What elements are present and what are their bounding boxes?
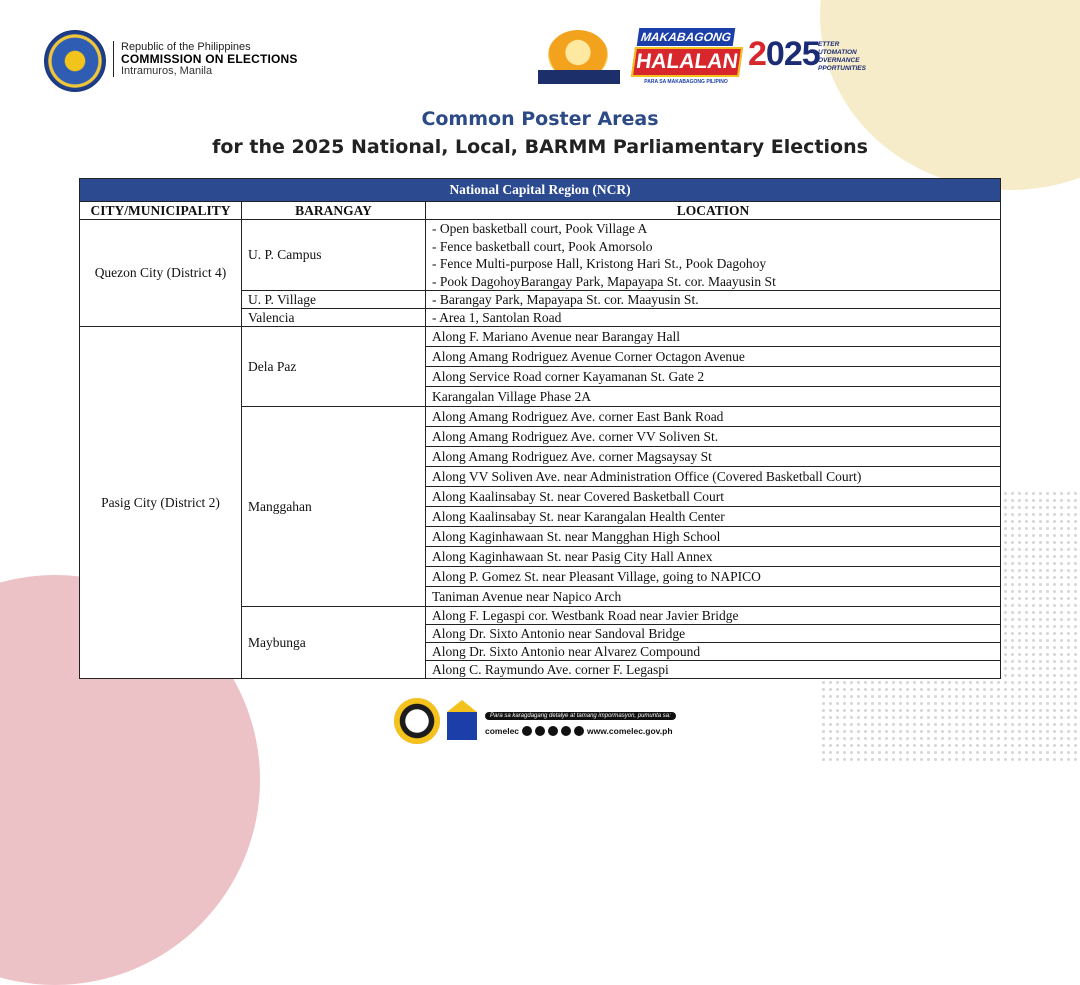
location-cell: Along Dr. Sixto Antonio near Sandoval Bridge [426,625,1001,643]
org-address: Intramuros, Manila [121,65,213,77]
poster-areas-table [79,178,1001,679]
halalan-logo-main: HALALAN [631,47,743,77]
location-cell: Karangalan Village Phase 2A [426,387,1001,407]
location-cell: - Area 1, Santolan Road [426,309,1001,327]
location-cell: Along Dr. Sixto Antonio near Alvarez Compound [426,643,1001,661]
region-header-row [80,179,1001,202]
region-title: National Capital Region (NCR) [80,179,1001,202]
halalan-logo-top: MAKABAGONG [637,28,736,46]
header-barangay: BARANGAY [242,202,426,220]
org-name: COMMISSION ON ELECTIONS [121,52,298,66]
location-cell: Along Amang Rodriguez Ave. corner Magsaysay St [426,447,1001,467]
location-line: - Fence basketball court, Pook Amorsolo [432,238,653,254]
barangay-cell: U. P. Village [242,291,426,309]
tiktok-icon[interactable] [561,726,571,736]
better-line-3: OVERNANCE [818,57,860,64]
location-cell: Along Service Road corner Kayamanan St. Gate 2 [426,367,1001,387]
location-cell: Along Amang Rodriguez Ave. corner VV Soliven St. [426,427,1001,447]
location-cell [426,220,1001,291]
city-cell: Quezon City (District 4) [80,220,242,327]
location-cell: Along Amang Rodriguez Avenue Corner Octagon Avenue [426,347,1001,367]
facebook-icon[interactable] [522,726,532,736]
better-line-2: UTOMATION [818,49,857,56]
location-line: - Open basketball court, Pook Village A [432,221,648,236]
year-digits-b: 025 [765,35,820,73]
instagram-icon[interactable] [548,726,558,736]
footer-note: Para sa karagdagang detalye at tamang impormasyon, pumunta sa: [485,712,676,720]
footer-handle: comelec [485,726,520,736]
org-country: Republic of the Philippines [121,41,251,53]
mascot-logo-icon [394,698,440,744]
footer-website[interactable]: www.comelec.gov.ph [587,726,673,736]
table-row [80,327,1001,347]
location-cell: Along Kaginhawaan St. near Pasig City Hall Annex [426,547,1001,567]
location-cell: Along VV Soliven Ave. near Administration Office (Covered Basketball Court) [426,467,1001,487]
election-2025-logo [748,36,820,72]
location-cell: Along Kaalinsabay St. near Karangalan Health Center [426,507,1001,527]
header-city: CITY/MUNICIPALITY [80,202,242,220]
footer-social [485,726,673,736]
city-cell: Pasig City (District 2) [80,327,242,679]
better-line-1: ETTER [818,41,840,48]
makabagong-halalan-logo [633,28,739,92]
bagong-pilipinas-logo-icon [538,30,620,92]
barangay-cell: U. P. Campus [242,220,426,291]
decorative-cream-circle [820,0,1080,190]
organization-block [113,41,298,77]
location-cell: Along C. Raymundo Ave. corner F. Legaspi [426,661,1001,679]
page-subtitle: for the 2025 National, Local, BARMM Parliamentary Elections [212,136,868,158]
table-row [80,220,1001,291]
location-cell: Taniman Avenue near Napico Arch [426,587,1001,607]
page-title: Common Poster Areas [421,108,659,130]
better-line-4: PPORTUNITIES [818,65,866,72]
location-line: - Fence Multi-purpose Hall, Kristong Hari St., Pook Dagohoy [432,256,767,271]
comelec-seal-icon [44,30,106,92]
location-cell: - Barangay Park, Mapayapa St. cor. Maayusin St. [426,291,1001,309]
globe-icon [574,726,584,736]
location-cell: Along F. Legaspi cor. Westbank Road near Javier Bridge [426,607,1001,625]
building-logo-icon [447,700,477,740]
barangay-cell: Valencia [242,309,426,327]
location-cell: Along F. Mariano Avenue near Barangay Hall [426,327,1001,347]
halalan-logo-sub: PARA SA MAKABAGONG PILIPINO [644,79,728,85]
year-digit-a: 2 [748,35,766,73]
location-cell: Along Amang Rodriguez Ave. corner East Bank Road [426,407,1001,427]
location-cell: Along Kaalinsabay St. near Covered Basketball Court [426,487,1001,507]
barangay-cell: Manggahan [242,407,426,607]
location-line: - Pook DagohoyBarangay Park, Mapayapa St. cor. Maayusin St [432,273,776,289]
column-header-row [80,202,1001,220]
header-location: LOCATION [426,202,1001,220]
location-cell: Along P. Gomez St. near Pleasant Village, going to NAPICO [426,567,1001,587]
barangay-cell: Dela Paz [242,327,426,407]
better-acronym [818,41,866,73]
youtube-icon[interactable] [535,726,545,736]
barangay-cell: Maybunga [242,607,426,679]
location-cell: Along Kaginhawaan St. near Mangghan High School [426,527,1001,547]
